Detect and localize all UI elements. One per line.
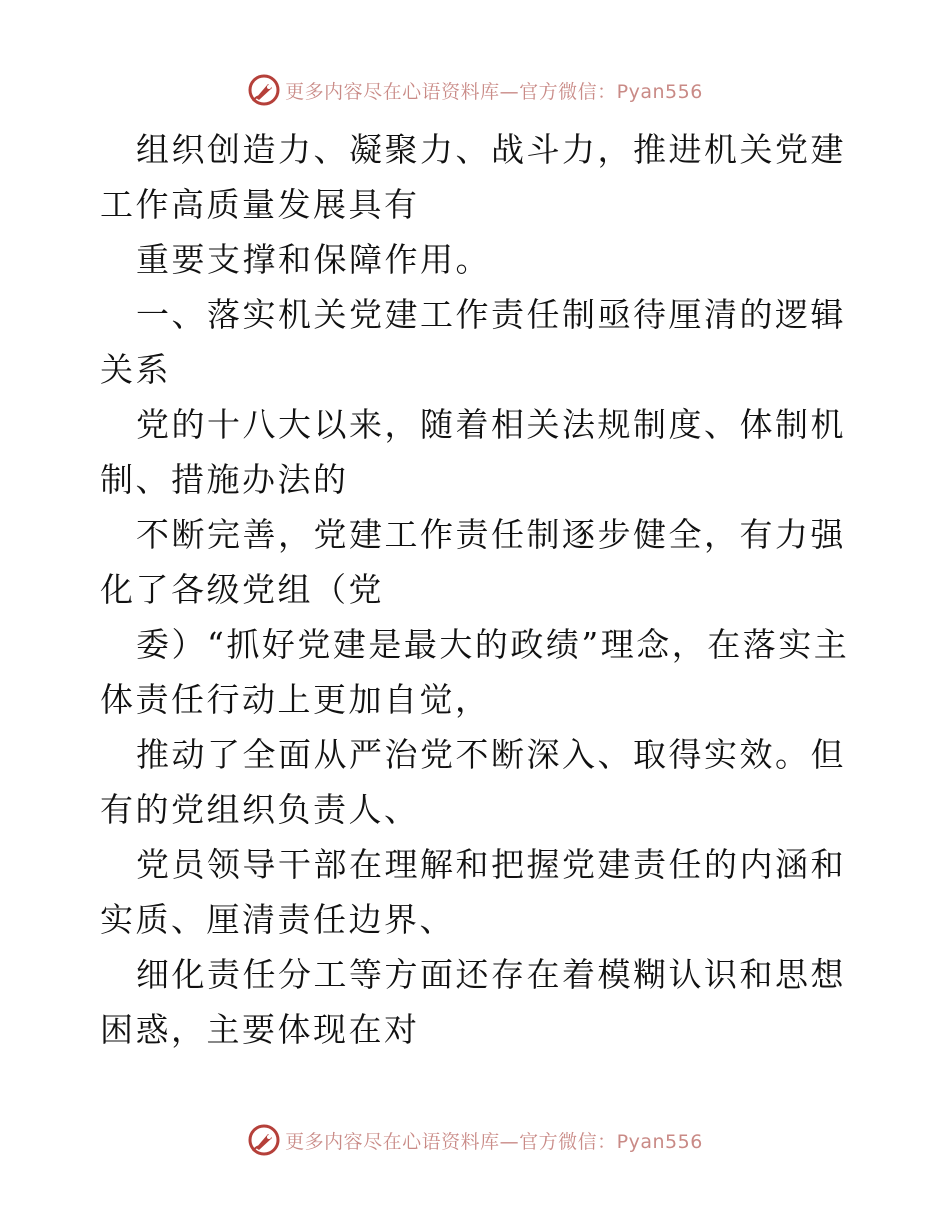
paragraph: 组织创造力、凝聚力、战斗力，推进机关党建工作高质量发展具有 (100, 130, 846, 224)
paragraph: 党员领导干部在理解和把握党建责任的内涵和实质、厘清责任边界、 (100, 845, 846, 939)
paragraph: 党的十八大以来，随着相关法规制度、体制机制、措施办法的 (100, 405, 846, 499)
paragraph: 推动了全面从严治党不断深入、取得实效。但有的党组织负责人、 (100, 735, 846, 829)
pen-nib-logo-icon (247, 1123, 281, 1157)
footer-watermark (0, 1120, 950, 1160)
paragraph: 细化责任分工等方面还存在着模糊认识和思想困惑，主要体现在对 (100, 955, 846, 1049)
section-heading: 一、落实机关党建工作责任制亟待厘清的逻辑关系 (100, 295, 846, 389)
pen-nib-logo-icon (247, 73, 281, 107)
header-watermark (0, 70, 950, 110)
paragraph: 委）“抓好党建是最大的政绩”理念，在落实主体责任行动上更加自觉， (100, 625, 850, 719)
paragraph: 不断完善，党建工作责任制逐步健全，有力强化了各级党组（党 (100, 515, 846, 609)
header-watermark-text: 更多内容尽在心语资料库—官方微信：Pyan556 (285, 80, 703, 103)
footer-watermark-text: 更多内容尽在心语资料库—官方微信：Pyan556 (285, 1130, 703, 1153)
document-body (100, 122, 852, 1057)
paragraph: 重要支撑和保障作用。 (136, 240, 491, 279)
